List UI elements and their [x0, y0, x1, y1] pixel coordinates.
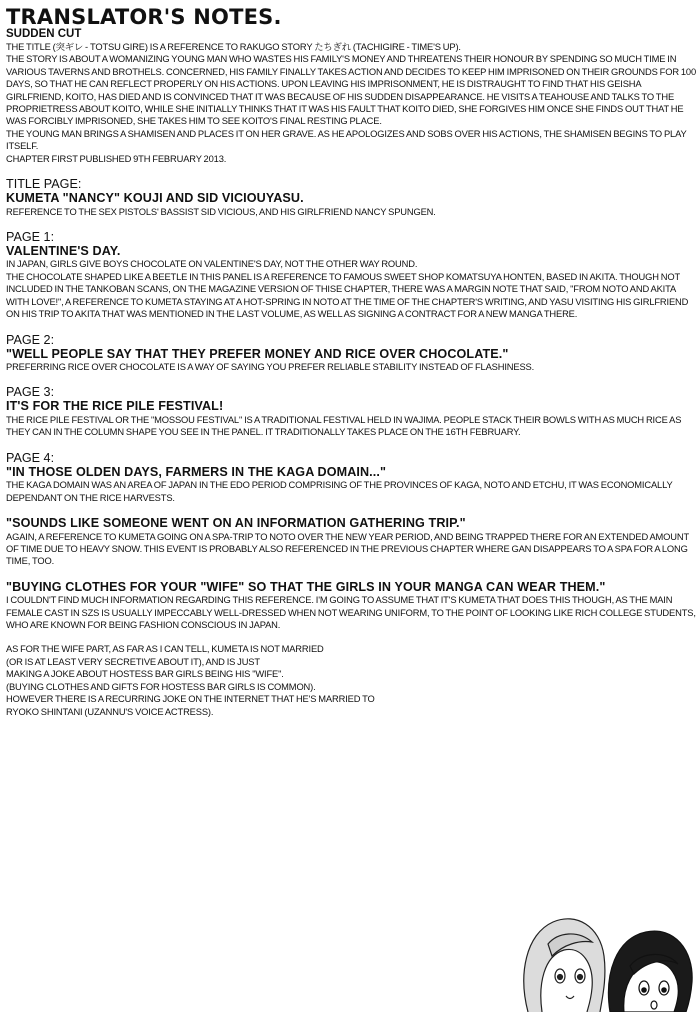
closing-line: AS FOR THE WIFE PART, AS FAR AS I CAN TELL, KUMETA IS NOT MARRIED [6, 644, 324, 655]
manga-girls-illustration [508, 904, 698, 1012]
section-text: IN JAPAN, GIRLS GIVE BOYS CHOCOLATE ON VALENTINE'S DAY, NOT THE OTHER WAY ROUND. [6, 259, 418, 270]
section-heading: IT'S FOR THE RICE PILE FESTIVAL! [6, 399, 224, 414]
note-heading: "BUYING CLOTHES FOR YOUR "WIFE" SO THAT THE GIRLS IN YOUR MANGA CAN WEAR THEM." [6, 579, 606, 594]
girl-right-drawing [609, 931, 693, 1012]
section-page-label: TITLE PAGE: [6, 177, 82, 192]
section-heading: VALENTINE'S DAY. [6, 243, 121, 258]
section-text: THE KAGA DOMAIN WAS AN AREA OF JAPAN IN THE EDO PERIOD COMPRISING OF THE PROVINCES OF KAGA, NOTO AND ETCHU, IT WAS ECONOMICALLY DEPENDANT ON THE RICE HARVESTS. [6, 480, 673, 503]
closing-line: HOWEVER THERE IS A RECURRING JOKE ON THE INTERNET THAT HE'S MARRIED TO [6, 694, 375, 705]
publication-date: CHAPTER FIRST PUBLISHED 9TH FEBRUARY 2013. [6, 153, 227, 164]
note-text: AGAIN, A REFERENCE TO KUMETA GOING ON A SPA-TRIP TO NOTO OVER THE NEW YEAR PERIOD, AND BEING TRAPPED THERE FOR AN EXTENDED AMOUNT OF TIME DUE TO HEAVY SNOW. THIS EVENT IS PROBABLY ALSO REFERENCED IN THE PREVIOUS CHAPTER WHERE GAN DISAPPEARS TO A SPA FOR A LONG TIME, TOO. [6, 531, 689, 567]
section-page-label: PAGE 2: [6, 332, 55, 347]
intro-block [6, 41, 696, 165]
note-heading: "SOUNDS LIKE SOMEONE WENT ON AN INFORMATION GATHERING TRIP." [6, 516, 466, 531]
closing-line: MAKING A JOKE ABOUT HOSTESS BAR GIRLS BEING HIS "WIFE". [6, 669, 284, 680]
girl-left-drawing [524, 919, 605, 1012]
page-title: TRANSLATOR'S NOTES. [6, 5, 282, 29]
section-page-4 [6, 451, 696, 504]
note-text: I COULDN'T FIND MUCH INFORMATION REGARDING THIS REFERENCE. I'M GOING TO ASSUME THAT IT'S KUMETA THAT DOES THIS THOUGH, AS THE MAIN FEMALE CAST IN SZS IS USUALLY IMPECCABLY WELL-DRESSED WHEN NOT WEARING UNIFORM, TO THE POINT OF LOOKING LIKE RICH COLLEGE STUDENTS, WHO ARE KNOWN FOR BEING FASHION CONSCIOUS IN JAPAN. [6, 595, 696, 631]
page-subtitle: SUDDEN CUT [6, 28, 82, 40]
intro-paragraph: THE YOUNG MAN BRINGS A SHAMISEN AND PLACES IT ON HER GRAVE. AS HE APOLOGIZES AND SOBS OVER HIS ACTIONS, THE SHAMISEN BEGINS TO PLAY ITSELF. [6, 128, 687, 152]
note-information-trip [6, 516, 696, 568]
section-page-label: PAGE 4: [6, 450, 55, 465]
section-page-3 [6, 385, 696, 438]
section-text: PREFERRING RICE OVER CHOCOLATE IS A WAY OF SAYING YOU PREFER RELIABLE STABILITY INSTEAD OF FLASHINESS. [6, 362, 535, 372]
section-text: THE CHOCOLATE SHAPED LIKE A BEETLE IN THIS PANEL IS A REFERENCE TO FAMOUS SWEET SHOP KOMATSUYA HONTEN, BASED IN AKITA. THOUGH NOT INCLUDED IN THE TANKOBAN SCANS, ON THE MAGAZINE VERSION OF THISE CHAPTER, THERE WAS A MARGIN NOTE THAT SAID, "FROM NOTO AND AKITA WITH LOVE!", A REFERENCE TO KUMETA STAYING AT A HOT-SPRING IN NOTO AT THE TIME OF THE CHAPTER'S WRITING, AND YASU VISITING HIS GIRLFRIEND ON HIS TRIP TO AKITA THAT WAS MENTIONED IN THE LAST VOLUME, AS WELL AS SIGNING A CONTRACT FOR A NEW MANGA THERE. [6, 271, 689, 320]
closing-note [6, 643, 476, 717]
section-page-1 [6, 230, 696, 321]
closing-line: RYOKO SHINTANI (UZANNU'S VOICE ACTRESS). [6, 706, 214, 717]
note-buying-clothes [6, 580, 696, 632]
section-heading: KUMETA "NANCY" KOUJI AND SID VICIOUYASU. [6, 191, 304, 206]
section-page-label: PAGE 3: [6, 385, 55, 400]
intro-line: THE TITLE (突ギレ - TOTSU GIRE) IS A REFERENCE TO RAKUGO STORY たちぎれ (TACHIGIRE - TIME'S UP). [6, 42, 461, 52]
section-text: THE RICE PILE FESTIVAL OR THE "MOSSOU FESTIVAL" IS A TRADITIONAL FESTIVAL HELD IN WAJIMA. PEOPLE STACK THEIR BOWLS WITH AS MUCH RICE AS THEY CAN IN THE COLUMN SHAPE YOU SEE IN THE PANEL. IT TRADITIONALLY TAKES PLACE ON THE 16TH FEBRUARY. [6, 414, 682, 438]
closing-line: (BUYING CLOTHES AND GIFTS FOR HOSTESS BAR GIRLS IS COMMON). [6, 681, 316, 692]
closing-line: (OR IS AT LEAST VERY SECRETIVE ABOUT IT), AND IS JUST [6, 656, 260, 667]
section-page-label: PAGE 1: [6, 229, 55, 244]
translator-notes-page [6, 6, 696, 718]
section-heading: "WELL PEOPLE SAY THAT THEY PREFER MONEY AND RICE OVER CHOCOLATE." [6, 346, 509, 361]
section-heading: "IN THOSE OLDEN DAYS, FARMERS IN THE KAGA DOMAIN..." [6, 464, 387, 479]
section-page-2 [6, 333, 696, 374]
section-title-page [6, 177, 696, 218]
intro-paragraph: THE STORY IS ABOUT A WOMANIZING YOUNG MAN WHO WASTES HIS FAMILY'S MONEY AND THREATENS THEIR HONOUR BY SPENDING SO MUCH TIME IN VARIOUS TAVERNS AND BROTHELS. CONCERNED, HIS FAMILY FINALLY TAKES ACTION AND DECIDES TO KEEP HIM IMPRISONED ON THEIR GROUNDS FOR 100 DAYS, SO THAT HE CAN REFLECT PROPERLY ON HIS ACTIONS. UPON LEAVING HIS IMPRISONMENT, HE IS DISTRAUGHT TO FIND THAT HIS GEISHA GIRLFRIEND, KOITO, HAS DIED AND IS CONVINCED THAT IT WAS BECAUSE OF HIS SUDDEN DISAPPEARANCE. HE VISITS A TEAHOUSE AND TALKS TO THE PROPRIETRESS ABOUT KOITO, WHILE SHE INITIALLY THINKS THAT IT WAS HIS FAULT THAT KOITO DIED, SHE FORGIVES HIM ONCE SHE FINDS OUT THAT HE WAS FORCIBLY IMPRISONED, SHE TAKES HIM TO SEE KOITO'S FINAL RESTING PLACE. [6, 54, 696, 127]
section-text: REFERENCE TO THE SEX PISTOLS' BASSIST SID VICIOUS, AND HIS GIRLFRIEND NANCY SPUNGEN. [6, 206, 436, 217]
